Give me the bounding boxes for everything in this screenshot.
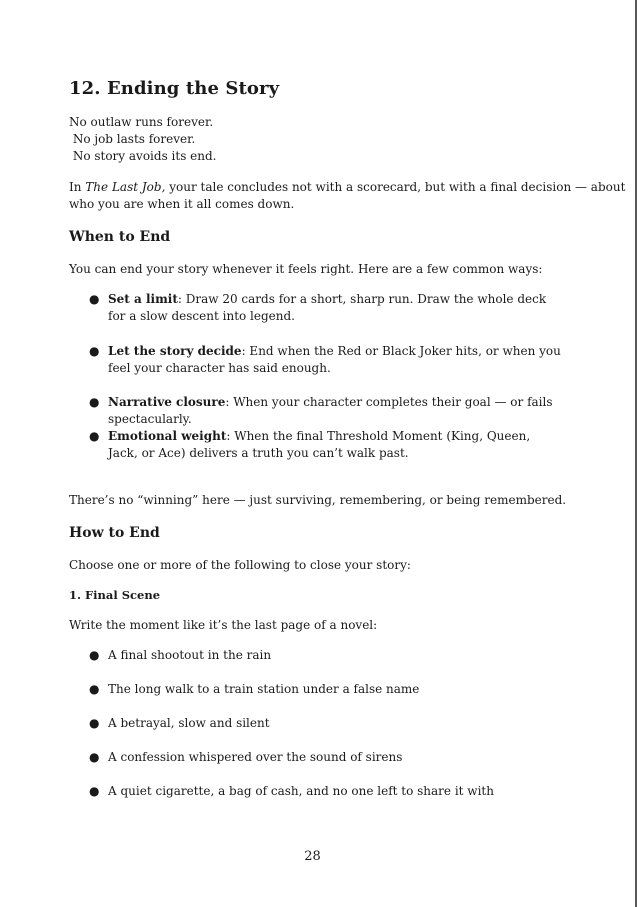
item-text: A betrayal, slow and silent bbox=[108, 716, 270, 730]
subheading: 1. Final Scene bbox=[69, 588, 161, 602]
when-lead: You can end your story whenever it feels right. Here are a few common ways: bbox=[69, 262, 543, 276]
item-text: A quiet cigarette, a bag of cash, and no one left to share it with bbox=[108, 784, 494, 798]
item-label: Emotional weight bbox=[108, 429, 227, 443]
item-text: : Draw 20 cards for a short, sharp run. Draw the whole deck for a slow descent into legend. bbox=[108, 292, 547, 323]
intro-line-2: who you are when it all comes down. bbox=[69, 197, 295, 211]
item-text: : When the final Threshold Moment (King, Queen, Jack, or Ace) delivers a truth you can’t walk past. bbox=[108, 429, 531, 460]
how-heading: How to End bbox=[69, 525, 160, 541]
item-text: The long walk to a train station under a false name bbox=[108, 682, 420, 696]
item-text: : End when the Red or Black Joker hits, or when you feel your character has said enough. bbox=[108, 344, 561, 375]
subheading-lead: Write the moment like it’s the last page of a novel: bbox=[69, 618, 378, 632]
epigraph-line-1: No outlaw runs forever. bbox=[69, 115, 214, 129]
bullet-icon: ● bbox=[89, 395, 100, 409]
bullet-icon: ● bbox=[89, 429, 100, 443]
book-title: The Last Job, bbox=[85, 180, 166, 194]
page-number: 28 bbox=[304, 849, 321, 864]
epigraph-line-3: No story avoids its end. bbox=[69, 149, 217, 163]
item-text: : When your character completes their goal — or fails spectacularly. bbox=[108, 395, 553, 426]
bullet-icon: ● bbox=[89, 682, 100, 696]
bullet-icon: ● bbox=[89, 750, 100, 764]
how-lead: Choose one or more of the following to close your story: bbox=[69, 558, 411, 572]
bullet-icon: ● bbox=[89, 784, 100, 798]
epigraph-line-2: No job lasts forever. bbox=[69, 132, 196, 146]
bullet-icon: ● bbox=[89, 648, 100, 662]
bullet-icon: ● bbox=[89, 716, 100, 730]
closing-paragraph: There’s no “winning” here — just surviving, remembering, or being remembered. bbox=[69, 493, 567, 507]
item-label: Set a limit bbox=[108, 292, 178, 306]
bullet-icon: ● bbox=[89, 344, 100, 358]
section-heading: 12. Ending the Story bbox=[69, 78, 280, 99]
intro-pre: In bbox=[69, 180, 86, 194]
item-text: A confession whispered over the sound of sirens bbox=[108, 750, 403, 764]
item-text: A final shootout in the rain bbox=[108, 648, 272, 662]
intro-paragraph bbox=[69, 179, 625, 196]
item-label: Narrative closure bbox=[108, 395, 226, 409]
bullet-icon: ● bbox=[89, 292, 100, 306]
intro-line-1: your tale concludes not with a scorecard, but with a final decision — about bbox=[165, 180, 626, 194]
item-label: Let the story decide bbox=[108, 344, 242, 358]
when-heading: When to End bbox=[69, 229, 171, 245]
